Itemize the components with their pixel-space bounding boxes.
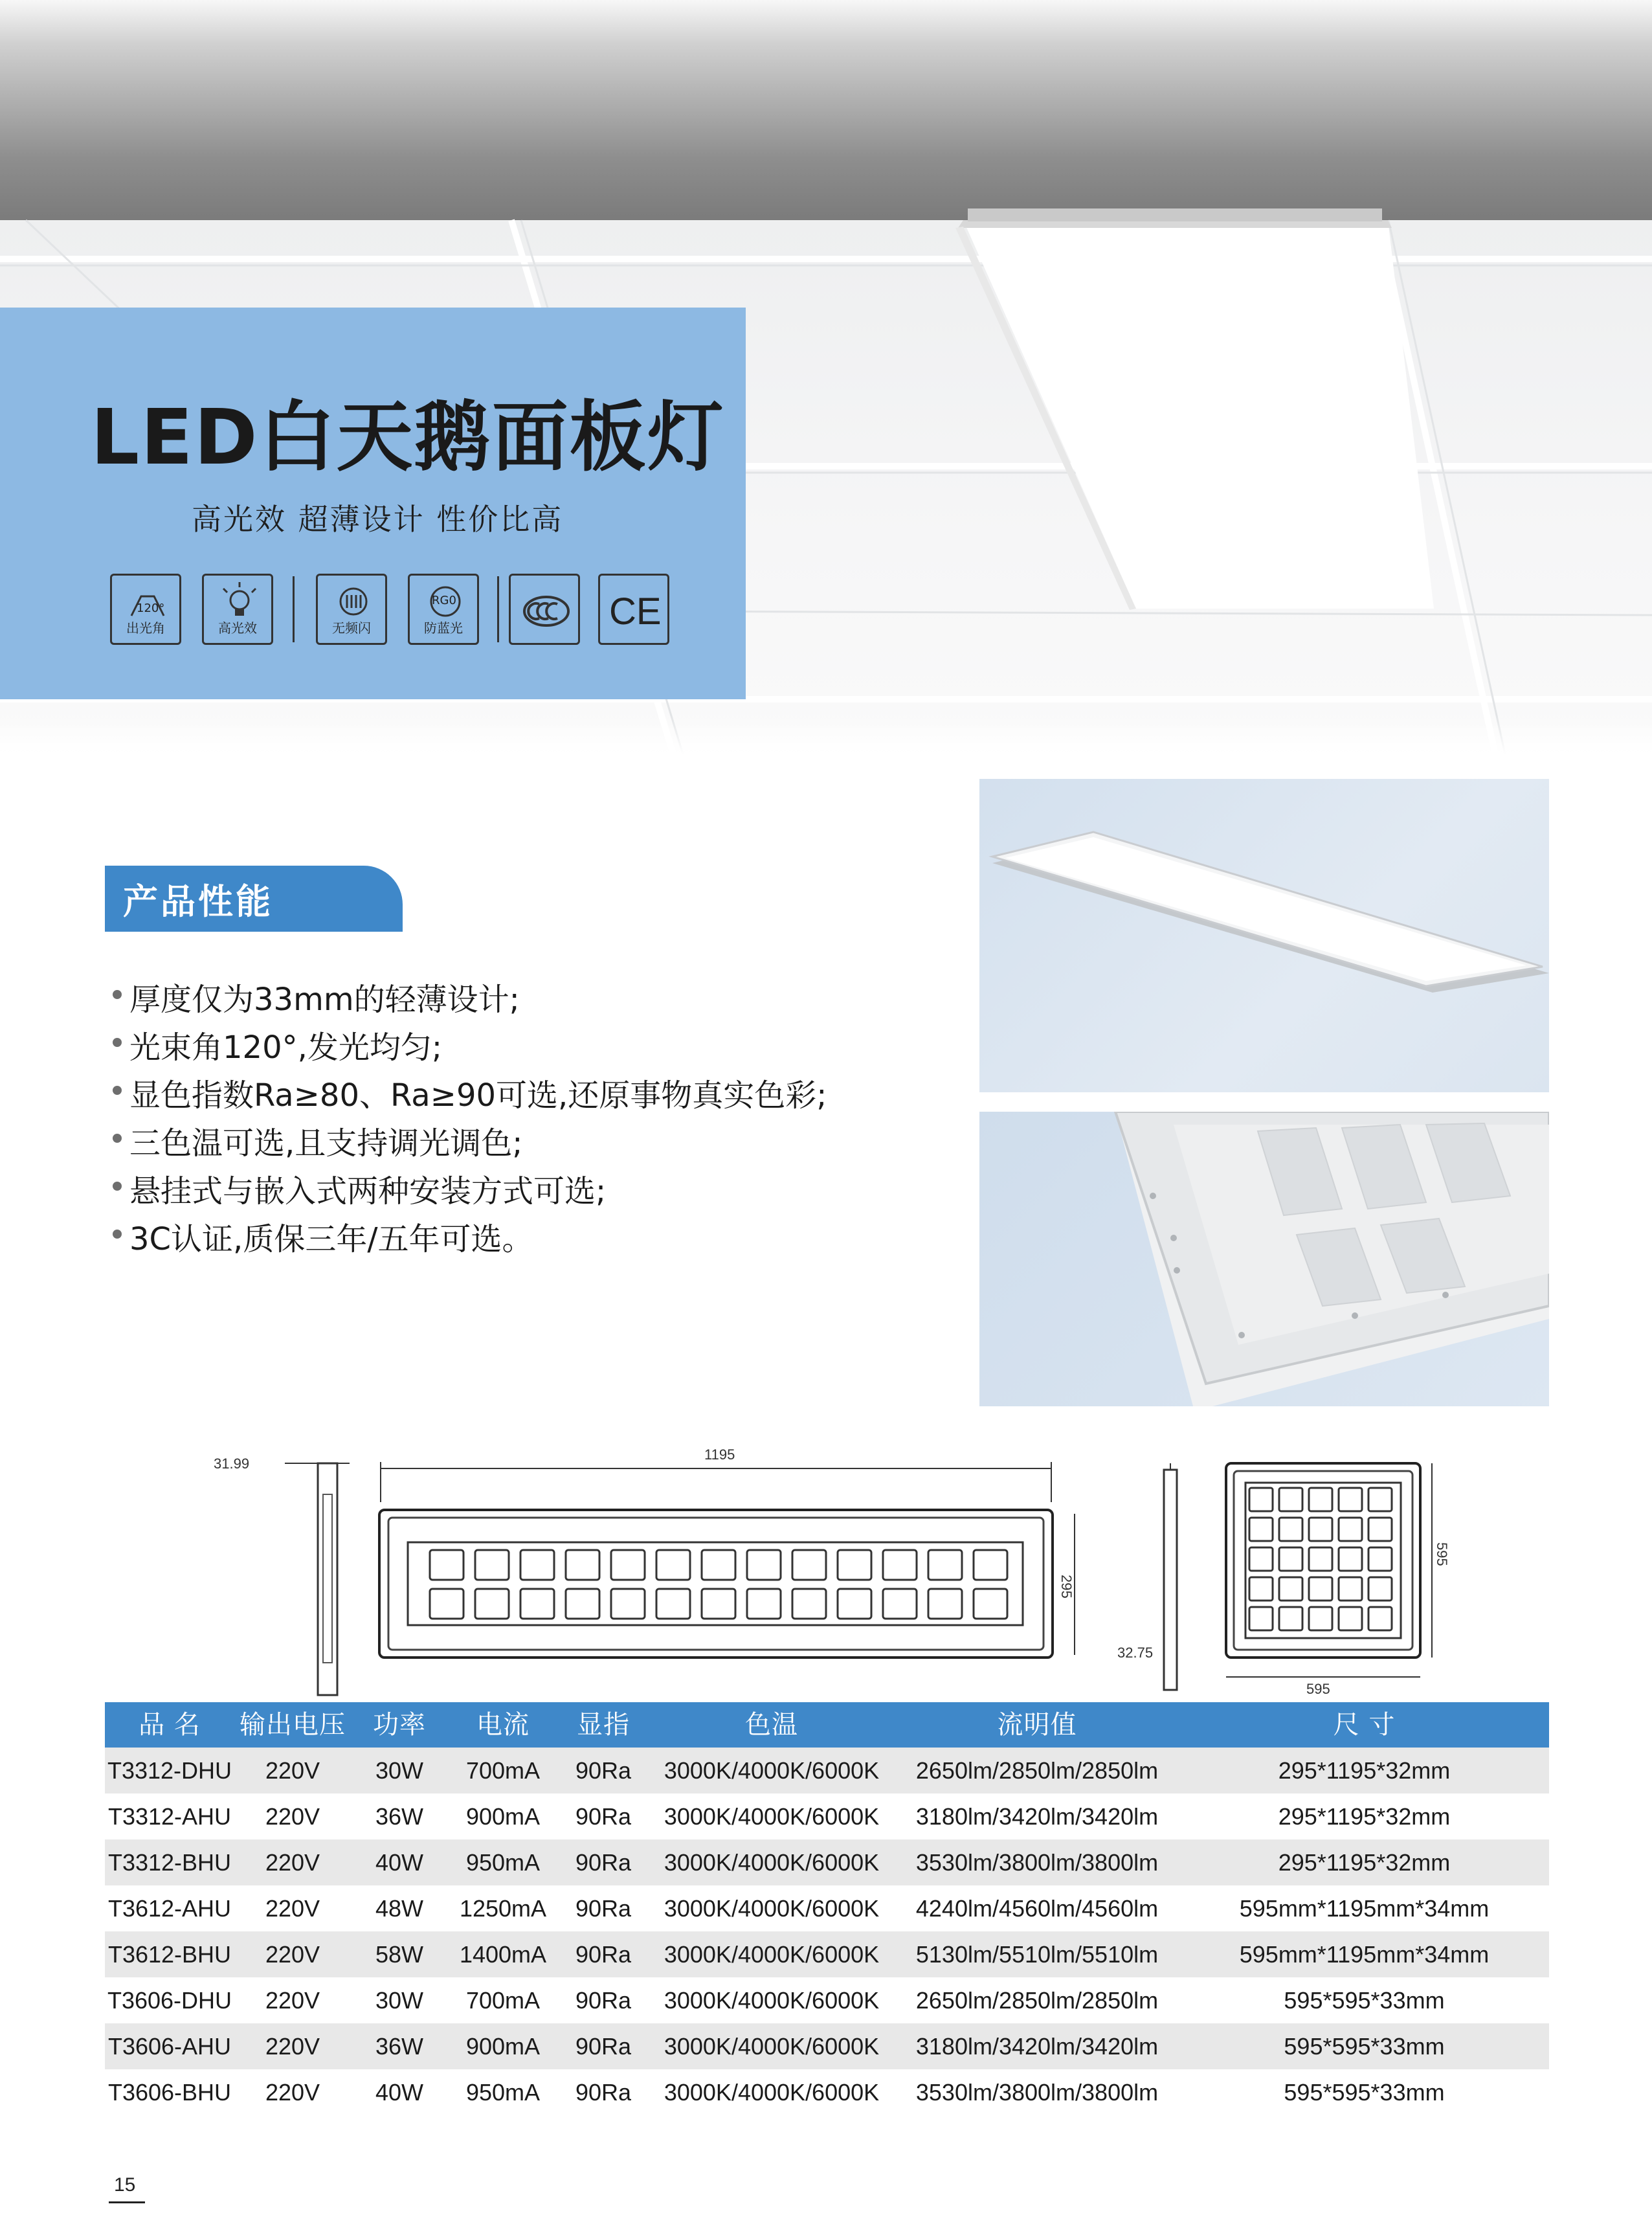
table-cell: 3000K/4000K/6000K — [664, 1849, 880, 1876]
section-title: 产品性能 — [123, 881, 273, 922]
dim-width-long: 295 — [1058, 1575, 1075, 1599]
dim-side-long: 31.99 — [214, 1456, 250, 1472]
col-header: 流明值 — [997, 1710, 1077, 1740]
table-header — [105, 1702, 1549, 1748]
table-cell: 595mm*1195mm*34mm — [1239, 1895, 1490, 1922]
table-cell: 220V — [265, 1895, 320, 1922]
table-cell: 220V — [265, 1803, 320, 1830]
table-cell: 3000K/4000K/6000K — [664, 2033, 880, 2060]
bullet-icon — [113, 1134, 122, 1143]
col-header: 功率 — [373, 1710, 426, 1740]
table-cell: T3606-DHU — [107, 1987, 232, 2014]
table-cell: 1250mA — [459, 1895, 547, 1922]
table-cell: 90Ra — [575, 1849, 632, 1876]
table-cell: 3530lm/3800lm/3800lm — [915, 1849, 1159, 1876]
table-cell: 36W — [375, 2033, 424, 2060]
table-cell: T3312-AHU — [107, 1803, 232, 1830]
col-header: 显指 — [577, 1710, 630, 1740]
bullet-icon — [113, 1086, 122, 1095]
technical-drawing — [0, 1437, 1652, 1703]
table-cell: 595*595*33mm — [1284, 2033, 1445, 2060]
page-number: 15 — [114, 2174, 136, 2196]
table-row — [105, 1793, 1549, 1839]
table-row — [105, 1839, 1549, 1885]
table-cell: 3000K/4000K/6000K — [664, 1941, 880, 1968]
table-cell: 3180lm/3420lm/3420lm — [915, 2033, 1159, 2060]
table-cell: 4240lm/4560lm/4560lm — [915, 1895, 1159, 1922]
table-cell: T3312-DHU — [107, 1757, 232, 1784]
table-cell: 220V — [265, 1757, 320, 1784]
table-cell: 90Ra — [575, 1987, 632, 2014]
table-cell: 220V — [265, 2033, 320, 2060]
beam-angle-icon: 120° 出光角 — [110, 574, 181, 645]
table-row — [105, 1977, 1549, 2023]
table-cell: 295*1195*32mm — [1278, 1849, 1451, 1876]
table-cell: 3180lm/3420lm/3420lm — [915, 1803, 1159, 1830]
table-cell: 90Ra — [575, 2033, 632, 2060]
dim-side-square: 32.75 — [1117, 1645, 1154, 1661]
table-cell: 950mA — [465, 2079, 541, 2106]
flicker-free-icon: 无频闪 — [316, 574, 387, 645]
table-cell: 3000K/4000K/6000K — [664, 1895, 880, 1922]
table-row — [105, 1748, 1549, 1793]
table-cell: 5130lm/5510lm/5510lm — [915, 1941, 1159, 1968]
table-cell: T3612-AHU — [107, 1895, 232, 1922]
table-cell: 220V — [265, 1849, 320, 1876]
table-cell: 220V — [265, 1987, 320, 2014]
table-cell: 3000K/4000K/6000K — [664, 1803, 880, 1830]
table-cell: 90Ra — [575, 1941, 632, 1968]
table-cell: 900mA — [465, 2033, 541, 2060]
table-cell: T3312-BHU — [107, 1849, 232, 1876]
col-header: 输出电压 — [240, 1710, 346, 1740]
table-cell: T3606-AHU — [107, 2033, 232, 2060]
dim-square-width: 595 — [1306, 1681, 1330, 1697]
col-header: 尺 寸 — [1333, 1710, 1396, 1740]
high-efficacy-icon: 高光效 — [202, 574, 273, 645]
table-row — [105, 2023, 1549, 2069]
dim-length: 1195 — [704, 1446, 735, 1463]
dim-square-height: 595 — [1434, 1542, 1450, 1566]
product-photo-back — [979, 1112, 1549, 1406]
table-cell: T3612-BHU — [107, 1941, 232, 1968]
table-cell: 2650lm/2850lm/2850lm — [915, 1987, 1159, 2014]
table-cell: 700mA — [465, 1987, 541, 2014]
table-cell: 3000K/4000K/6000K — [664, 1987, 880, 2014]
table-cell: 595*595*33mm — [1284, 2079, 1445, 2106]
table-row — [105, 1885, 1549, 1931]
table-row — [105, 2069, 1549, 2115]
dimension-drawing — [0, 1437, 1652, 1703]
table-cell: 295*1195*32mm — [1278, 1803, 1451, 1830]
bullet-icon — [113, 990, 122, 999]
col-header: 色温 — [745, 1710, 798, 1740]
table-cell: 220V — [265, 1941, 320, 1968]
table-cell: 3000K/4000K/6000K — [664, 1757, 880, 1784]
table-cell: 40W — [375, 1849, 424, 1876]
table-cell: T3606-BHU — [107, 2079, 232, 2106]
table-cell: 3000K/4000K/6000K — [664, 2079, 880, 2106]
table-cell: 295*1195*32mm — [1278, 1757, 1451, 1784]
table-cell: 48W — [375, 1895, 424, 1922]
anti-blue-light-icon: RG0 防蓝光 — [408, 574, 479, 645]
bullet-icon — [113, 1038, 122, 1047]
table-cell: 90Ra — [575, 1757, 632, 1784]
table-cell: 2650lm/2850lm/2850lm — [915, 1757, 1159, 1784]
bullet-icon — [113, 1182, 122, 1191]
bullet-icon — [113, 1230, 122, 1239]
table-cell: 30W — [375, 1757, 424, 1784]
table-cell: 595*595*33mm — [1284, 1987, 1445, 2014]
ce-cert-icon: CE — [598, 574, 669, 645]
table-cell: 36W — [375, 1803, 424, 1830]
col-header: 电流 — [476, 1710, 530, 1740]
table-cell: 90Ra — [575, 2079, 632, 2106]
table-cell: 1400mA — [459, 1941, 547, 1968]
col-header: 品 名 — [139, 1710, 201, 1740]
table-cell: 700mA — [465, 1757, 541, 1784]
ccc-cert-icon — [509, 574, 580, 645]
table-cell: 950mA — [465, 1849, 541, 1876]
table-cell: 3530lm/3800lm/3800lm — [915, 2079, 1159, 2106]
table-cell: 40W — [375, 2079, 424, 2106]
page-subtitle: 高光效 超薄设计 性价比高 — [192, 502, 564, 537]
page-title: LED白天鹅面板灯 — [91, 392, 725, 482]
product-photo-front — [979, 779, 1549, 1092]
table-cell: 90Ra — [575, 1803, 632, 1830]
table-cell: 30W — [375, 1987, 424, 2014]
table-cell: 900mA — [465, 1803, 541, 1830]
table-cell: 220V — [265, 2079, 320, 2106]
table-cell: 58W — [375, 1941, 424, 1968]
table-row — [105, 1931, 1549, 1977]
table-cell: 595mm*1195mm*34mm — [1239, 1941, 1490, 1968]
table-cell: 90Ra — [575, 1895, 632, 1922]
